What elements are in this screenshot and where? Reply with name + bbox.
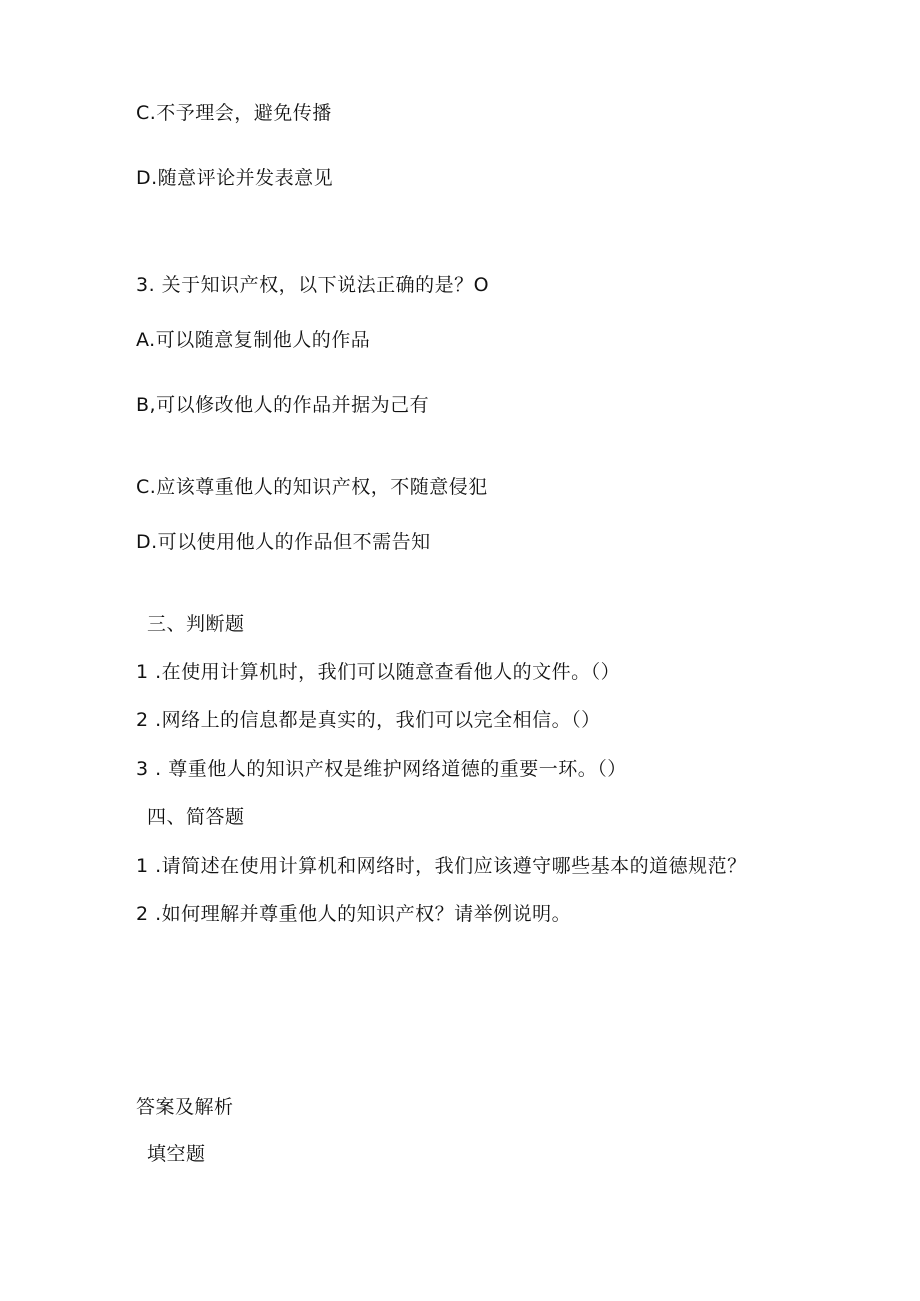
q2-option-d: D.随意评论并发表意见: [136, 167, 334, 189]
answers-title: 答案及解析: [136, 1096, 234, 1118]
judgement-item-2: 2 .网络上的信息都是真实的，我们可以完全相信。（）: [136, 709, 601, 731]
judgement-item-3: 3 . 尊重他人的知识产权是维护网络道德的重要一环。（）: [136, 758, 627, 780]
judgement-item-1: 1 .在使用计算机时，我们可以随意查看他人的文件。（）: [136, 661, 621, 683]
q3-option-c: C.应该尊重他人的知识产权，不随意侵犯: [136, 476, 488, 498]
section-short-answer-title: 四、简答题: [147, 806, 245, 828]
section-judgement-title: 三、判断题: [147, 613, 245, 635]
q3-option-d: D.可以使用他人的作品但不需告知: [136, 531, 431, 553]
q3-option-b: B,可以修改他人的作品并据为己有: [136, 394, 430, 416]
q3-option-a: A.可以随意复制他人的作品: [136, 329, 371, 351]
short-answer-item-1: 1 .请简述在使用计算机和网络时，我们应该遵守哪些基本的道德规范？: [136, 855, 747, 877]
q3-stem: 3. 关于知识产权，以下说法正确的是？O: [136, 274, 490, 296]
answers-subtitle: 填空题: [147, 1143, 206, 1165]
short-answer-item-2: 2 .如何理解并尊重他人的知识产权？请举例说明。: [136, 903, 572, 925]
q2-option-c: C.不予理会，避免传播: [136, 102, 332, 124]
